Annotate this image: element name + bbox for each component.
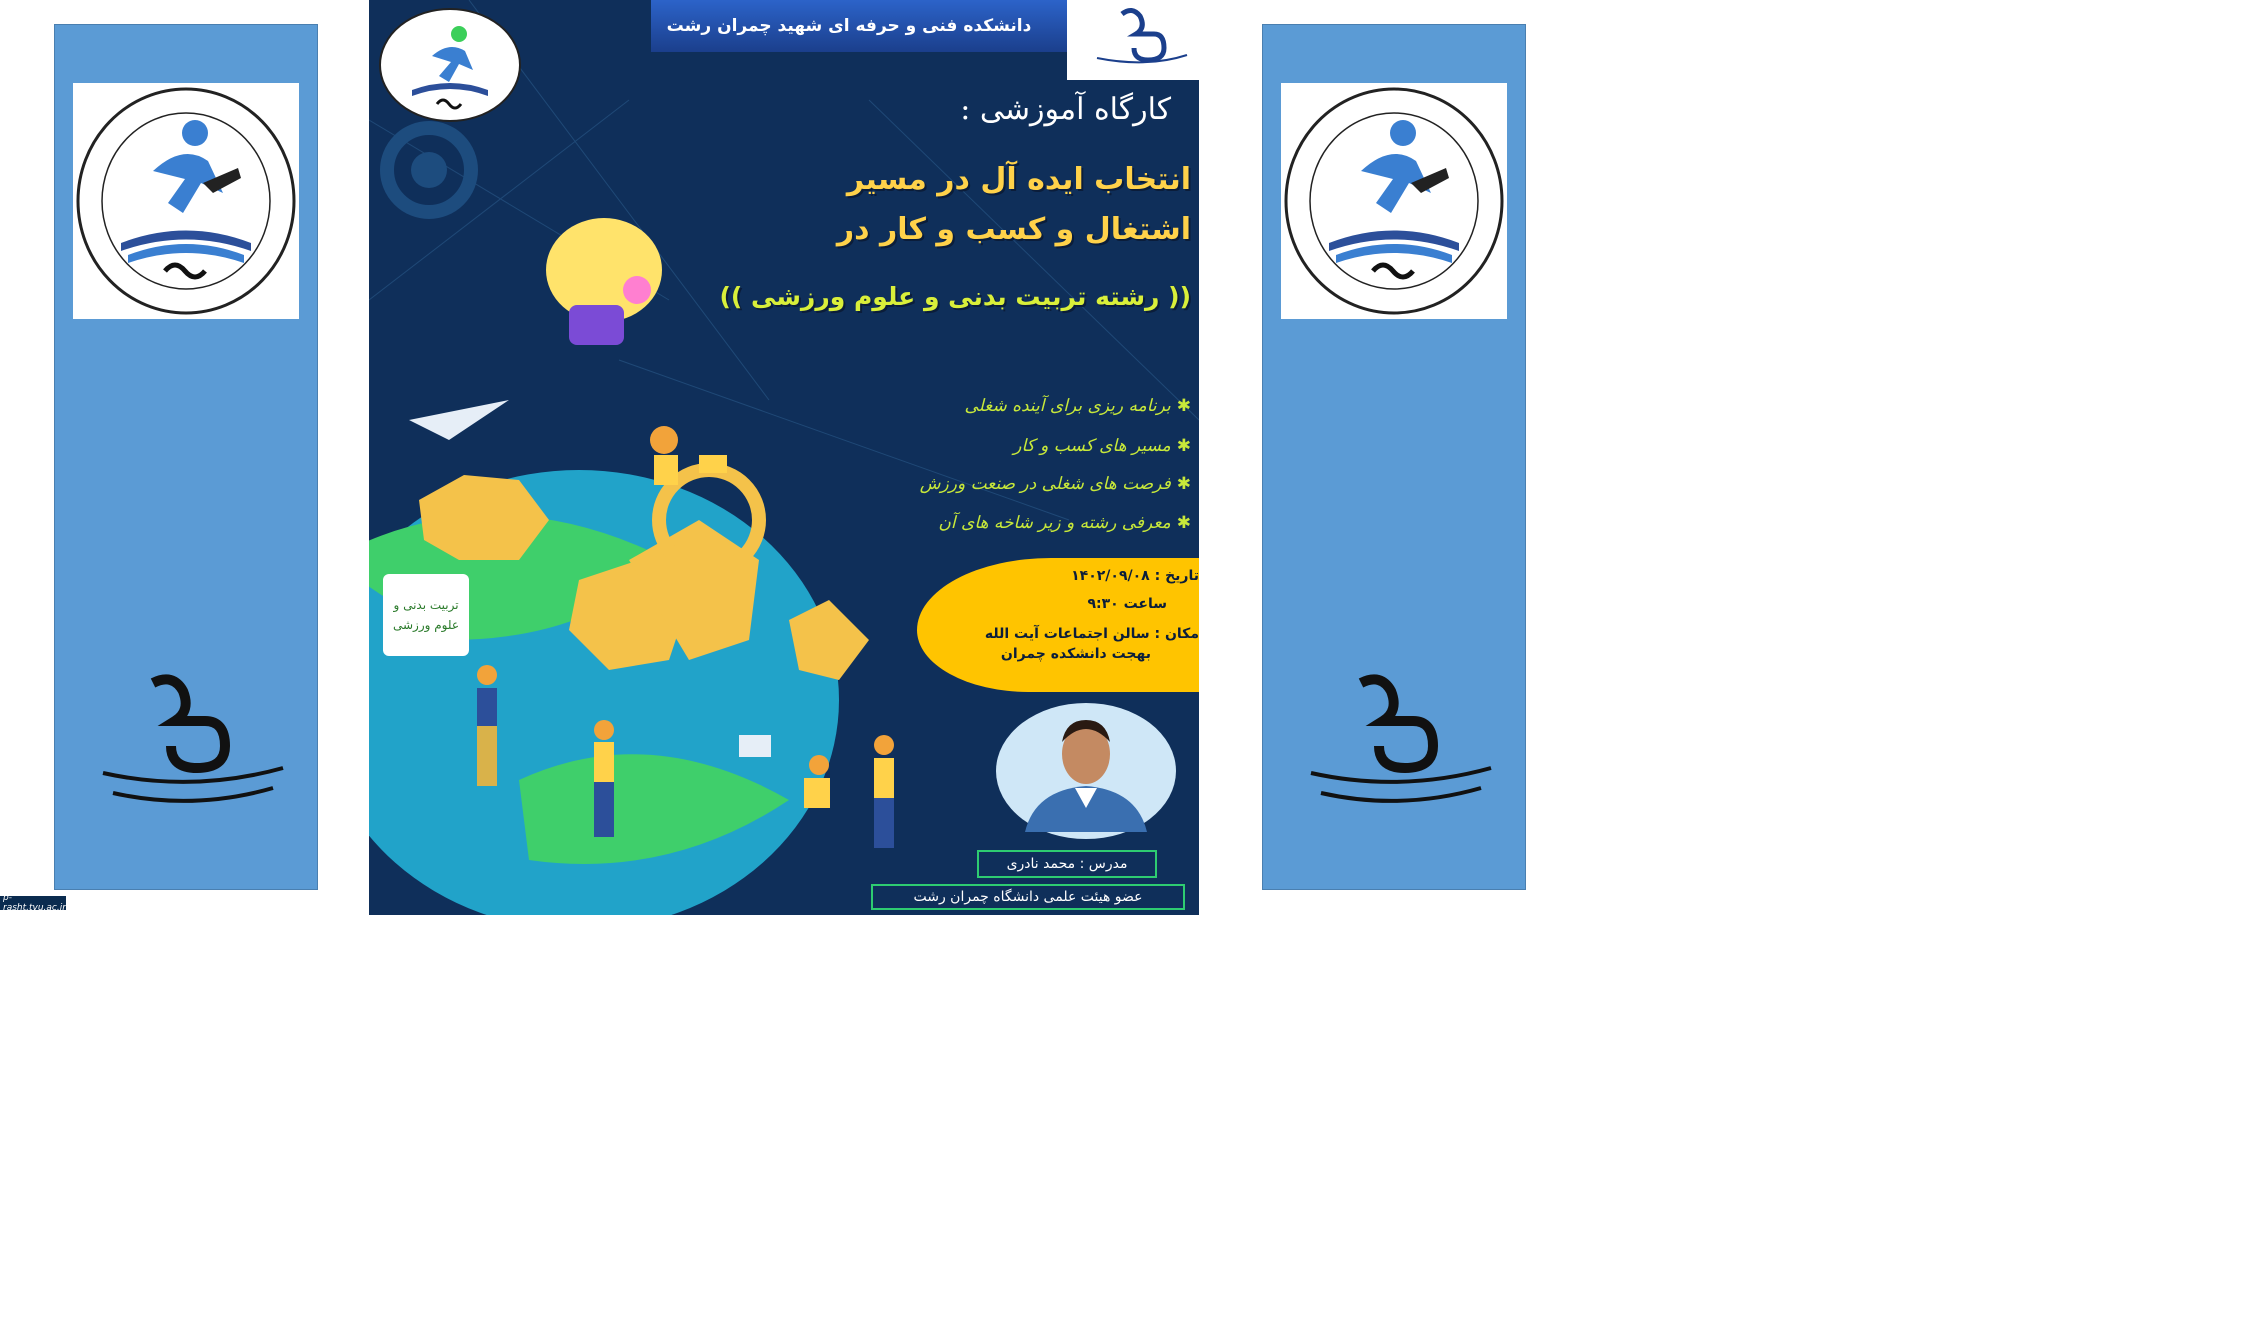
field-card — [383, 574, 469, 656]
topic-item — [964, 396, 1191, 416]
topic-text: برنامه ریزی برای آینده شغلی — [964, 396, 1171, 416]
topic-item — [1013, 436, 1191, 456]
asterisk-icon: ✱ — [1176, 474, 1191, 494]
association-small-logo-icon — [377, 6, 523, 124]
event-info-panel — [917, 558, 1199, 692]
college-header: دانشکده فنی و حرفه ای شهید چمران رشت — [651, 0, 1067, 52]
instructor-photo — [995, 702, 1177, 840]
association-logo-icon — [73, 83, 299, 319]
asterisk-icon: ✱ — [1176, 513, 1191, 533]
left-banner — [54, 24, 318, 890]
tvu-header-logo-card — [1067, 0, 1199, 80]
workshop-label: کارگاه آموزشی : — [960, 92, 1171, 127]
instructor-title: عضو هیئت علمی دانشگاه چمران رشت — [871, 884, 1185, 910]
association-logo-card — [73, 83, 299, 319]
topic-item — [920, 474, 1191, 494]
event-date: تاریخ : ۱۴۰۲/۰۹/۰۸ — [1071, 568, 1199, 584]
field-card-line-2: علوم ورزشی — [392, 618, 460, 632]
instructor-name: مدرس : محمد نادری — [977, 850, 1157, 878]
topic-text: معرفی رشته و زیر شاخه های آن — [938, 513, 1171, 533]
event-place-line-2: بهجت دانشکده چمران — [1000, 646, 1151, 662]
event-place-line-1: مکان : سالن اجتماعات آیت الله — [984, 626, 1199, 642]
tvu-logo-icon — [1291, 673, 1503, 813]
tvu-logo-icon — [83, 673, 295, 813]
title-line-3: (( رشته تربیت بدنی و علوم ورزشی )) — [719, 282, 1191, 311]
footer-url[interactable]: p-rasht.tvu.ac.ir — [0, 896, 66, 910]
title-line-2: اشتغال و کسب و کار در — [836, 212, 1191, 247]
topic-text: مسیر های کسب و کار — [1013, 436, 1171, 456]
asterisk-icon: ✱ — [1176, 436, 1191, 456]
topic-item — [938, 513, 1191, 533]
event-time: ساعت ۹:۳۰ — [1087, 596, 1167, 612]
right-banner — [1262, 24, 1526, 890]
field-card-line-1: تربیت بدنی و — [393, 598, 459, 612]
association-logo-card — [1281, 83, 1507, 319]
asterisk-icon: ✱ — [1176, 396, 1191, 416]
association-logo-icon — [1281, 83, 1507, 319]
tvu-small-logo-icon — [1067, 0, 1199, 80]
workshop-poster — [369, 0, 1199, 915]
topic-text: فرصت های شغلی در صنعت ورزش — [919, 474, 1171, 494]
title-line-1: انتخاب ایده آل در مسیر — [846, 162, 1191, 197]
